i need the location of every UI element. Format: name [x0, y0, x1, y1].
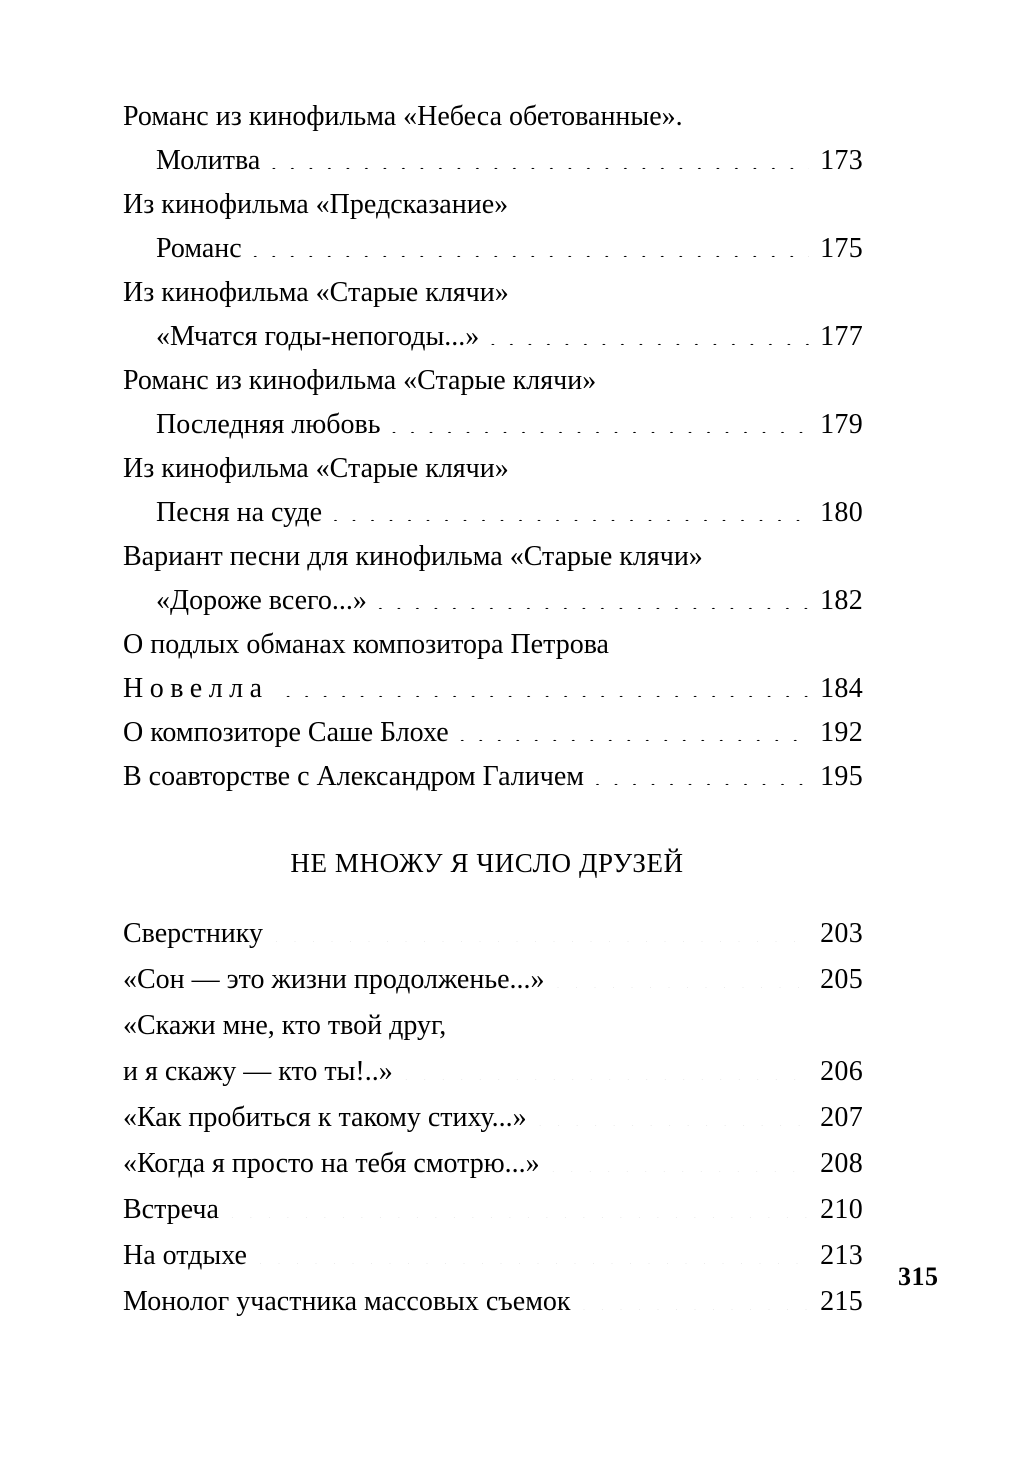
toc-dot-leader [550, 1144, 809, 1172]
toc-dot-leader [391, 405, 810, 433]
section-heading: НЕ МНОЖУ Я ЧИСЛО ДРУЗЕЙ [290, 848, 684, 878]
toc-entry [123, 1187, 863, 1233]
toc-entry-page-number: 206 [820, 1056, 863, 1087]
toc-content [123, 95, 863, 1325]
toc-dot-leader [555, 960, 809, 988]
toc-entry-page-number: 192 [820, 717, 863, 748]
toc-entry-title: Из кинофильма «Старые клячи» [123, 453, 509, 484]
page-folio: 315 [898, 1262, 939, 1291]
toc-entry-page-number: 177 [820, 321, 863, 352]
toc-entry [123, 447, 863, 491]
toc-block-bottom [123, 911, 863, 1325]
toc-entry-title: «Дороже всего...» [156, 585, 367, 616]
toc-entry-title: Монолог участника массовых съемок [123, 1286, 571, 1317]
toc-entry [123, 315, 863, 359]
toc-entry [123, 139, 863, 183]
toc-dot-leader [377, 581, 809, 609]
toc-dot-leader [285, 669, 809, 697]
toc-entry-title: Последняя любовь [156, 409, 381, 440]
toc-entry-page-number: 184 [820, 673, 863, 704]
toc-entry-title: Песня на суде [156, 497, 323, 528]
toc-entry-title: «Скажи мне, кто твой друг, [123, 1010, 447, 1041]
toc-entry-page-number: 173 [820, 145, 863, 176]
toc-entry-title: О композиторе Саше Блохе [123, 717, 449, 748]
toc-dot-leader [257, 1236, 809, 1264]
toc-entry [123, 1233, 863, 1279]
toc-entry-page-number: 175 [820, 233, 863, 264]
toc-entry-page-number: 208 [820, 1148, 863, 1179]
toc-entry-title: Романс из кинофильма «Небеса обетованные». [123, 101, 683, 132]
toc-entry-title: «Как пробиться к такому стиху...» [123, 1102, 527, 1133]
toc-entry-title: «Мчатся годы-непогоды...» [156, 321, 480, 352]
toc-entry-page-number: 205 [820, 964, 863, 995]
toc-entry-page-number: 179 [820, 409, 863, 440]
toc-entry [123, 359, 863, 403]
toc-dot-leader [489, 317, 809, 345]
toc-entry [123, 579, 863, 623]
toc-entry [123, 535, 863, 579]
toc-entry-title: О подлых обманах композитора Петрова [123, 629, 609, 660]
toc-dot-leader [459, 713, 809, 741]
toc-entry-title: Встреча [123, 1194, 219, 1225]
toc-entry-page-number: 215 [820, 1286, 863, 1317]
toc-entry [123, 1049, 863, 1095]
toc-dot-leader [270, 141, 809, 169]
toc-entry [123, 1141, 863, 1187]
toc-entry [123, 271, 863, 315]
toc-dot-leader [332, 493, 809, 521]
toc-entry-title: «Сон — это жизни продолженье...» [123, 964, 545, 995]
toc-entry [123, 711, 863, 755]
toc-entry-title: В соавторстве с Александром Галичем [123, 761, 584, 792]
toc-entry-page-number: 210 [820, 1194, 863, 1225]
toc-dot-leader [273, 914, 809, 942]
toc-entry-page-number: 213 [820, 1240, 863, 1271]
toc-entry-title: Из кинофильма «Предсказание» [123, 189, 509, 220]
toc-dot-leader [581, 1282, 809, 1310]
toc-entry-title: Романс из кинофильма «Старые клячи» [123, 365, 597, 396]
toc-entry [123, 403, 863, 447]
toc-entry-title: Новелла [123, 673, 269, 704]
toc-entry-title: и я скажу — кто ты!..» [123, 1056, 393, 1087]
toc-entry-page-number: 203 [820, 918, 863, 949]
toc-entry [123, 1279, 863, 1325]
toc-entry-title: Из кинофильма «Старые клячи» [123, 277, 509, 308]
toc-entry-title: «Когда я просто на тебя смотрю...» [123, 1148, 540, 1179]
toc-entry [123, 95, 863, 139]
toc-entry [123, 623, 863, 667]
toc-entry [123, 227, 863, 271]
toc-entry-page-number: 195 [820, 761, 863, 792]
toc-entry [123, 1003, 863, 1049]
toc-entry [123, 183, 863, 227]
toc-entry-page-number: 182 [820, 585, 863, 616]
toc-entry-page-number: 180 [820, 497, 863, 528]
toc-dot-leader [229, 1190, 809, 1218]
toc-dot-leader [252, 229, 809, 257]
toc-entry-title: На отдыхе [123, 1240, 247, 1271]
toc-entry [123, 911, 863, 957]
toc-entry-title: Молитва [156, 145, 261, 176]
toc-entry-title: Романс [156, 233, 242, 264]
toc-dot-leader [403, 1052, 809, 1080]
toc-block-top [123, 95, 863, 799]
toc-entry-page-number: 207 [820, 1102, 863, 1133]
toc-entry [123, 957, 863, 1003]
toc-dot-leader [594, 757, 809, 785]
toc-entry [123, 755, 863, 799]
toc-entry-title: Вариант песни для кинофильма «Старые клячи» [123, 541, 703, 572]
toc-entry-title: Сверстнику [123, 918, 263, 949]
toc-entry [123, 667, 863, 711]
toc-entry [123, 1095, 863, 1141]
toc-dot-leader [537, 1098, 809, 1126]
toc-entry [123, 491, 863, 535]
